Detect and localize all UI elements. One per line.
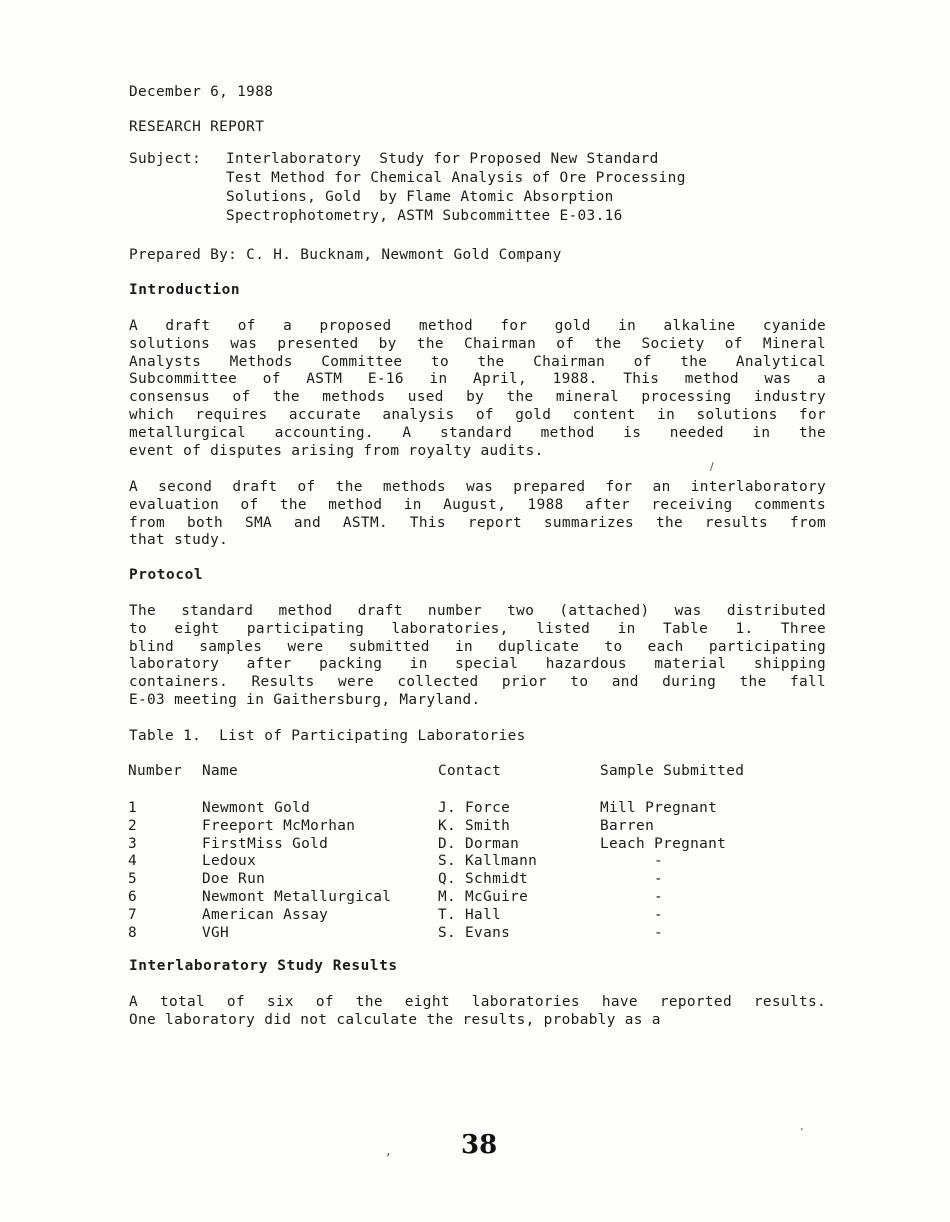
cell-sample: - [654,871,664,888]
protocol-paragraph [129,603,826,710]
paragraph-line: solutions was presented by the Chairman of the Society of Mineral [129,335,826,352]
cell-name: Newmont Metallurgical [202,888,392,905]
cell-number: 2 [128,817,138,834]
cell-number: 4 [128,853,138,870]
scan-speck: ’ [800,1126,804,1139]
cell-name: Doe Run [202,871,266,888]
scan-speck: ‚ [386,1143,391,1159]
paragraph-line: A second draft of the methods was prepared for an interlaboratory [129,479,826,495]
section-heading-results: Interlaboratory Study Results [129,958,398,974]
paragraph-line: evaluation of the method in August, 1988 after receiving comments [129,496,826,513]
paragraph-line: from both SMA and ASTM. This report summarizes the results from [129,514,826,531]
cell-sample: - [654,853,664,870]
section-heading-introduction: Introduction [129,282,241,298]
paragraph-line: laboratory after packing in special hazardous material shipping [129,656,826,673]
cell-name: Newmont Gold [202,800,311,816]
paragraph-line: event of disputes arising from royalty audits. [129,442,544,459]
scan-speck: / [710,460,714,473]
cell-contact: K. Smith [438,817,511,834]
cell-contact: D. Dorman [438,835,520,852]
subject-line: Solutions, Gold by Flame Atomic Absorption [226,189,614,205]
cell-contact: J. Force [438,800,511,816]
paragraph-line: E-03 meeting in Gaithersburg, Maryland. [129,691,481,708]
cell-number: 8 [128,924,138,941]
cell-number: 5 [128,871,138,888]
subject-label: Subject: [129,151,202,167]
cell-contact: S. Evans [438,924,511,941]
paragraph-line: blind samples were submitted in duplicate to each participating [129,638,826,655]
paragraph-line: Subcommittee of ASTM E-16 in April, 1988. This method was a [129,371,826,388]
paragraph-line: that study. [129,532,229,549]
subject-line: Spectrophotometry, ASTM Subcommittee E-03.16 [226,208,623,224]
section-heading-protocol: Protocol [129,567,204,583]
table-header-number: Number [128,763,183,779]
paragraph-line: The standard method draft number two (attached) was distributed [129,603,826,619]
cell-sample: Mill Pregnant [600,800,718,816]
cell-sample: - [654,924,664,941]
paragraph-line: Analysts Methods Committee to the Chairman of the Analytical [129,353,826,370]
report-type: RESEARCH REPORT [129,119,265,135]
cell-number: 7 [128,906,138,923]
subject-line: Test Method for Chemical Analysis of Ore Processing [226,170,686,186]
cell-sample: - [654,888,664,905]
table-header-contact: Contact [438,763,502,779]
cell-contact: S. Kallmann [438,853,538,870]
cell-contact: Q. Schmidt [438,871,529,888]
report-date: December 6, 1988 [129,84,274,100]
cell-contact: M. McGuire [438,888,529,905]
paragraph-line: containers. Results were collected prior to and during the fall [129,674,826,691]
prepared-by: Prepared By: C. H. Bucknam, Newmont Gold Company [129,247,562,263]
subject-line: Interlaboratory Study for Proposed New Standard [226,151,659,167]
cell-sample: Leach Pregnant [600,835,727,852]
introduction-paragraph-2 [129,479,826,550]
paragraph-line: which requires accurate analysis of gold content in solutions for [129,406,826,423]
table-header-name: Name [202,763,239,779]
cell-name: VGH [202,924,230,941]
cell-name: FirstMiss Gold [202,835,329,852]
cell-number: 3 [128,835,138,852]
paragraph-line: A draft of a proposed method for gold in alkaline cyanide [129,318,826,334]
cell-contact: T. Hall [438,906,502,923]
table-caption: Table 1. List of Participating Laboratories [129,728,526,744]
paragraph-line: metallurgical accounting. A standard method is needed in the [129,424,826,441]
cell-name: American Assay [202,906,329,923]
cell-sample: - [654,906,664,923]
cell-name: Freeport McMorhan [202,817,356,834]
introduction-paragraph-1 [129,318,826,460]
cell-sample: Barren [600,817,655,834]
paragraph-line: One laboratory did not calculate the results, probably as a [129,1011,661,1028]
paragraph-line: to eight participating laboratories, listed in Table 1. Three [129,620,826,637]
cell-number: 1 [128,800,138,816]
paragraph-line: consensus of the methods used by the mineral processing industry [129,389,826,406]
table-header-sample: Sample Submitted [600,763,745,779]
cell-number: 6 [128,888,138,905]
results-paragraph [129,994,826,1030]
cell-name: Ledoux [202,853,257,870]
paragraph-line: A total of six of the eight laboratories have reported results. [129,994,826,1010]
page-number: 38 [461,1130,498,1160]
